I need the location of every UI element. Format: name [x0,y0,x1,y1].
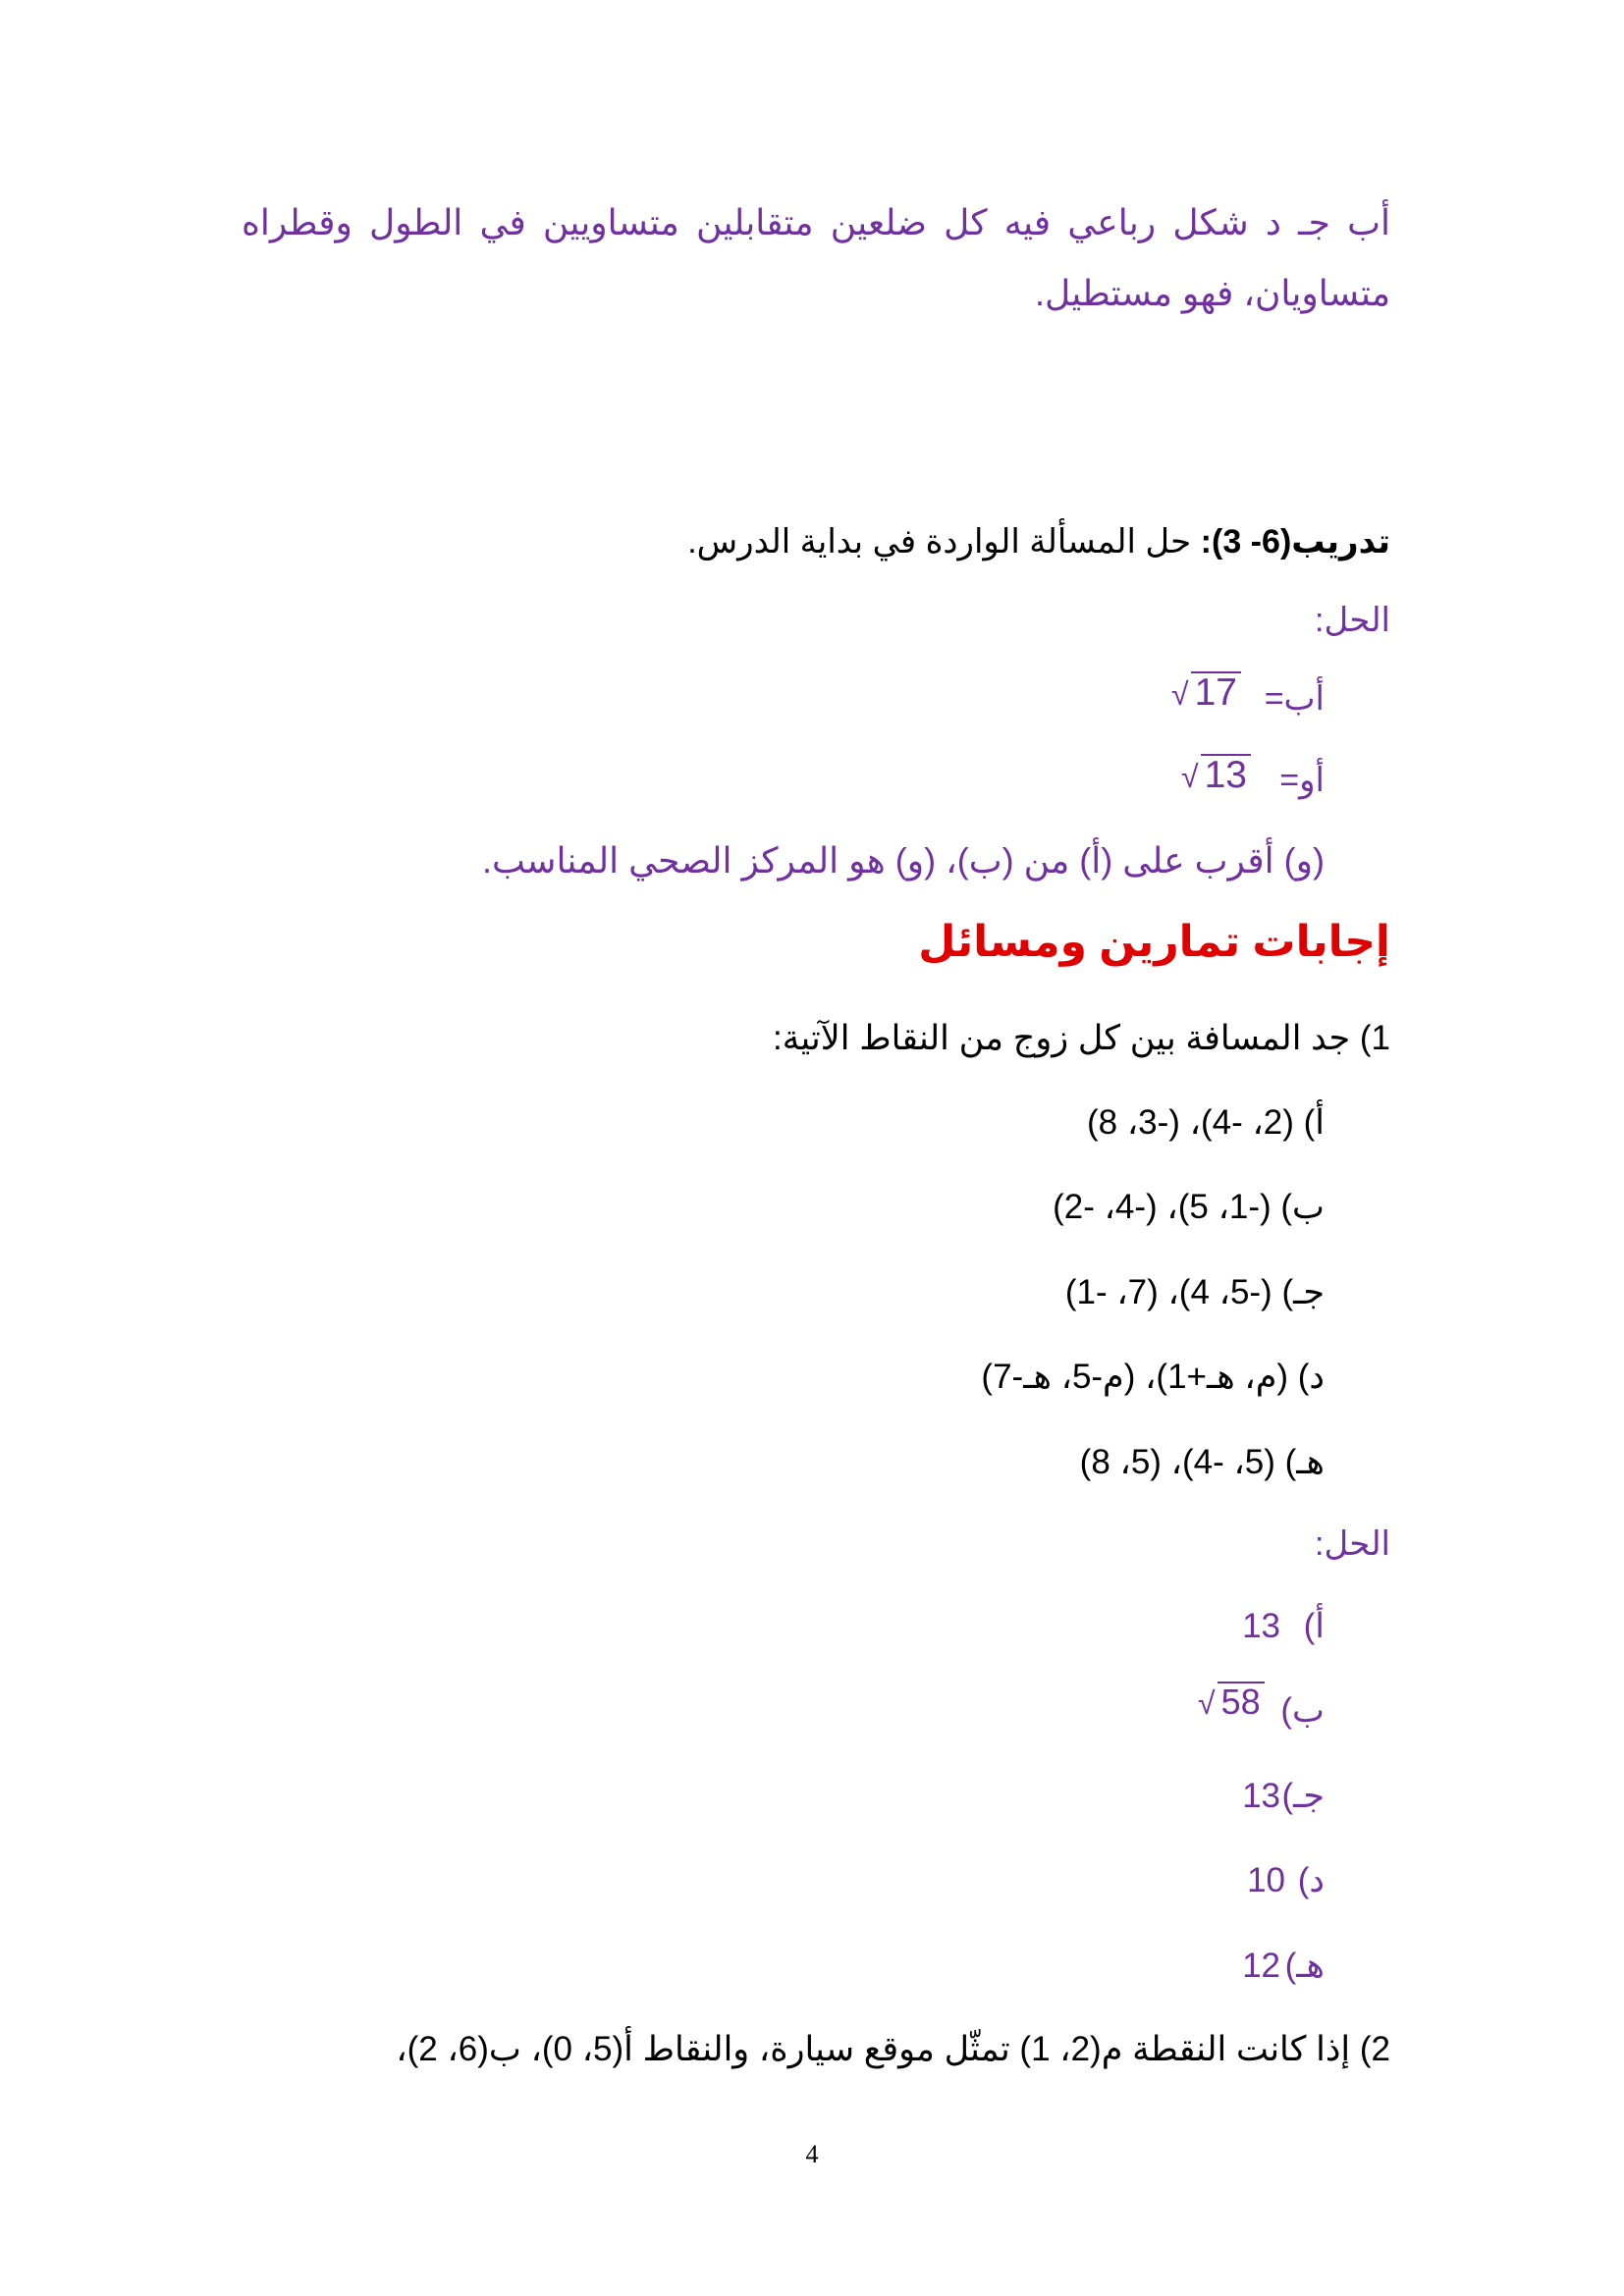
answer-d-label: د) [1297,1861,1325,1899]
training-label: تدريب(6- 3): [1200,523,1390,561]
q1-item-b: ب) (-1، 5)، (-4، -2) [1053,1188,1325,1226]
ao-sqrt [1181,754,1251,797]
training-solution-label: الحل: [1315,602,1390,639]
q1-solution-label: الحل: [1315,1525,1390,1563]
sqrt-radical-icon: √ [1198,1685,1216,1721]
answer-d-value: 10 [1247,1861,1285,1899]
answer-b-value: 58 [1218,1682,1265,1721]
q2-text: 2) إذا كانت النقطة م(2، 1) تمثّل موقع سيارة، والنقاط أ(5، 0)، ب(6، 2)، [396,2030,1390,2068]
q1-text: 1) جد المسافة بين كل زوج من النقاط الآتية: [773,1019,1390,1057]
answer-a-value: 13 [1242,1607,1280,1645]
answer-c-label: جـ) [1281,1777,1325,1815]
answer-b-label: ب) [1280,1691,1325,1730]
ab-value: 17 [1191,671,1241,714]
ao-label: أو= [1279,762,1325,799]
q1-item-e: هـ) (5، -4)، (5، 8) [1079,1443,1325,1481]
intro-line-1: أب جـ د شكل رباعي فيه كل ضلعين متقابلين متساويين في الطول وقطراه [242,202,1390,242]
q1-item-d: د) (م، هـ+1)، (م-5، هـ-7) [981,1358,1325,1396]
ao-value: 13 [1201,754,1251,796]
training-heading [687,522,1390,561]
training-conclusion: (و) أقرب على (أ) من (ب)، (و) هو المركز الصحي المناسب. [481,840,1325,881]
ab-label: أب= [1264,680,1325,718]
page-number: 4 [805,2140,819,2168]
ab-sqrt [1171,671,1241,715]
answer-e-value: 12 [1242,1947,1280,1985]
answer-e-label: هـ) [1284,1947,1325,1985]
q1-item-a: أ) (2، -4)، (-3، 8) [1086,1103,1325,1142]
training-text: حل المسألة الواردة في بداية الدرس. [687,523,1192,561]
q1-item-c: جـ) (-5، 4)، (7، -1) [1064,1273,1325,1311]
answer-b-sqrt [1198,1682,1265,1723]
answer-c-value: 13 [1242,1777,1280,1815]
sqrt-radical-icon: √ [1171,676,1189,712]
intro-line-2: متساويان، فهو مستطيل. [1035,273,1390,313]
sqrt-radical-icon: √ [1181,759,1199,794]
answer-a-label: أ) [1303,1607,1325,1645]
section-heading: إجابات تمارين ومسائل [918,918,1390,966]
